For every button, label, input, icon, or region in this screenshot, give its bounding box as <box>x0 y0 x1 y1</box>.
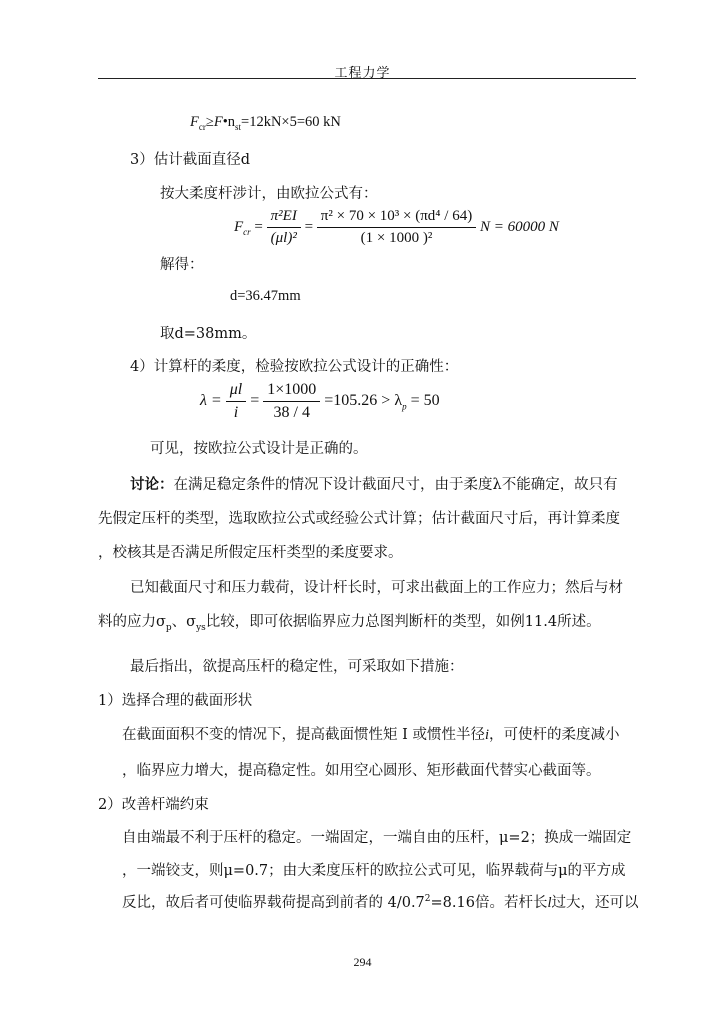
page-header: 工程力学 <box>334 66 391 81</box>
measure-1-title: 1）选择合理的截面形状 <box>98 693 253 709</box>
diameter-choice: 取d=38mm。 <box>160 326 257 342</box>
solve-label: 解得： <box>160 257 204 273</box>
discussion-line-3: ，校核其是否满足所假定压杆类型的柔度要求。 <box>98 545 403 561</box>
step3-title: 3）估计截面直径d <box>130 152 251 168</box>
slenderness-equation: λ = $\frac{\mu l}{i}$ = $\frac{1\times 1000}{38 / 4}$ $=105.26 > \lambda_p = 50$ <box>200 381 440 421</box>
measure-2-line-2: ，一端铰支，则μ=0.7；由大柔度压杆的欧拉公式可见，临界载荷与μ的平方成 <box>122 863 626 879</box>
diameter-result: d=36.47mm <box>230 288 301 304</box>
step3-text: 按大柔度杆涉计，由欧拉公式有： <box>160 186 378 202</box>
measure-1-line-2: ，临界应力增大，提高稳定性。如用空心圆形、矩形截面代替实心截面等。 <box>122 763 601 779</box>
measure-2-title: 2）改善杆端约束 <box>98 797 209 813</box>
discussion-label: 讨论： <box>130 476 174 493</box>
measure-1-line-1: 在截面面积不变的情况下，提高截面惯性矩 I 或惯性半径i，可使杆的柔度减小 <box>122 727 620 743</box>
eq1-fraction-1: $\frac{\text{π²EI}}{\text{(μl)²}}$ <box>267 208 301 247</box>
eq2-fraction-2: $\frac{1\times 1000}{38 / 4}$ <box>263 381 320 422</box>
discussion-line-2: 先假定压杆的类型，选取欧拉公式或经验公式计算；估计截面尺寸后，再计算柔度 <box>98 511 620 527</box>
eq2-fraction-1: $\frac{\mu l}{i}$ <box>226 381 246 422</box>
measure-2-line-3: 反比，故后者可使临界载荷提高到前者的 $4/0.7^2=8.16$倍。若杆长l过大，还可以 <box>122 894 639 911</box>
discussion-line-1: 讨论：在满足稳定条件的情况下设计截面尺寸，由于柔度λ不能确定，故只有 <box>130 476 618 493</box>
known-line-2: 料的应力$\sigma_p$、$\sigma_{ys}$比较，即可依据临界应力总图判断杆的类型，如例11.4所述。 <box>98 614 601 633</box>
euler-equation: $F_{cr}$ = $\frac{\text{π²EI}}{\text{(μl)²}}$ = $\frac{\text{π² × 70 × 10³ × (πd⁴ / 64)}}{\text{(1 × 1000 )²}}$ N = 60000 N <box>234 208 559 246</box>
header-rule <box>98 78 636 79</box>
eq1-fraction-2: $\frac{\text{π² × 70 × 10³ × (πd⁴ / 64)}}{\text{(1 × 1000 )²}}$ <box>317 208 476 247</box>
critical-force-line: $F_{cr}\ge F•n_{st}=12kN\times 5=60$ kN <box>190 114 341 132</box>
known-line-1: 已知截面尺寸和压力载荷，设计杆长时，可求出截面上的工作应力；然后与材 <box>130 580 623 596</box>
step4-title: 4）计算杆的柔度，检验按欧拉公式设计的正确性： <box>130 359 459 375</box>
conclusion: 可见，按欧拉公式设计是正确的。 <box>150 441 368 457</box>
eq1-lhs: F <box>234 218 244 235</box>
page-number: 294 <box>353 955 372 969</box>
measure-2-line-1: 自由端最不利于压杆的稳定。一端固定，一端自由的压杆，μ=2；换成一端固定 <box>122 830 632 846</box>
final-intro: 最后指出，欲提高压杆的稳定性，可采取如下措施： <box>130 659 464 675</box>
